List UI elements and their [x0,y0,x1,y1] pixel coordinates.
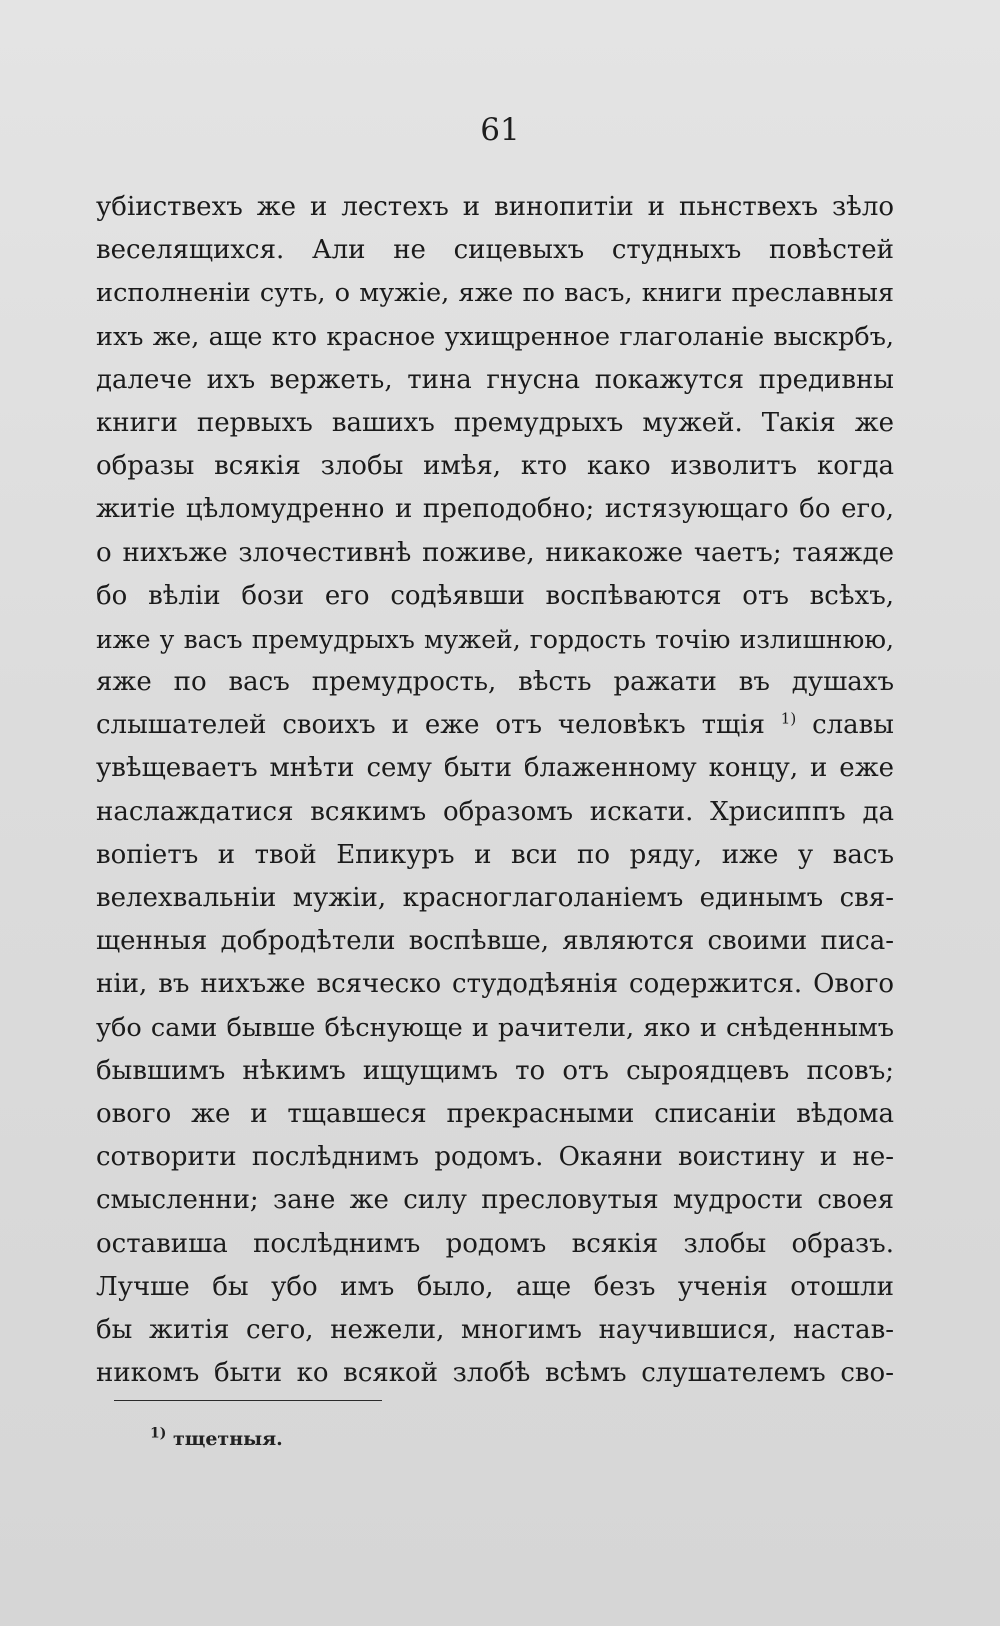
text-line: о нихъже злочестивнѣ поживе, никакоже чаетъ; таяжде [96,537,894,568]
text-line: убо сами бывше бѣснующе и рачители, яко и снѣденнымъ [96,1012,894,1043]
text-line: веселящихся. Али не сицевыхъ студныхъ повѣстей [96,235,894,266]
text-line: сотворити послѣднимъ родомъ. Окаяни воистину и не- [96,1142,894,1173]
text-line: овогo же и тщавшеся прекрасными списаніи вѣдома [96,1098,894,1129]
text-line: щенныя добродѣтели воспѣвше, являются своими писа- [96,926,894,957]
text-line: далече ихъ вержеть, тина гнусна покажутся предивны [96,364,894,395]
text-line: бо вѣліи бози его содѣявши воспѣваются отъ всѣхъ, [96,580,894,611]
text-line: вопіетъ и твой Епикуръ и вси по ряду, иже у васъ [96,839,894,870]
text-line: ихъ же, аще кто красное ухищренное глаголаніе выскрбъ, [96,321,894,352]
text-line: исполненіи суть, о мужіе, яже по васъ, книги преславныя [96,278,894,309]
text-line: Лучше бы убо имъ было, аще безъ ученія отошли [96,1271,894,1302]
text-line: иже у васъ премудрыхъ мужей, гордость точію излишнюю, [96,624,894,654]
text-line: наслаждатися всякимъ образомъ искати. Хрисиппъ да [96,796,894,827]
text-line: убіиствехъ же и лестехъ и винопитіи и пьнствехъ зѣло [96,192,894,222]
line-head: слышателей своихъ и еже отъ человѣкъ тщія [96,710,765,741]
footnote-mark: 1) [150,1425,167,1442]
footnote-text: тщетныя. [173,1428,283,1450]
line-tail: славы [812,710,894,741]
text-line: образы всякія злобы имѣя, кто како изволитъ когда [96,451,894,482]
page-number: 61 [480,112,520,148]
text-line: бывшимъ нѣкимъ ищущимъ то отъ сыроядцевъ псовъ; [96,1055,894,1086]
text-line: книги первыхъ вашихъ премудрыхъ мужей. Такія же [96,407,894,438]
body-text [96,186,894,1395]
footnote-reference: 1) [780,709,797,728]
text-line: смысленни; зане же силу пресловутыя мудрости своея [96,1185,894,1216]
text-line: велехвальніи мужіи, красноглаголаніемъ единымъ свя- [96,883,894,913]
text-line-with-footnote-ref [96,704,894,747]
text-line: яже по васъ премудрость, вѣсть ражати въ душахъ [96,667,894,698]
text-line: никомъ быти ко всякой злобѣ всѣмъ слушателемъ сво- [96,1358,894,1389]
text-line: увѣщеваетъ мнѣти сему быти блаженному концу, и еже [96,753,894,784]
text-line: ніи, въ нихъже всяческо студодѣянія содержится. Ового [96,969,894,1000]
text-line: оставиша послѣднимъ родомъ всякія злобы образъ. [96,1228,894,1259]
footnote [150,1425,283,1450]
text-line: житіе цѣломудренно и преподобно; истязующаго бо его, [96,494,894,525]
text-line: бы житія сего, нежели, многимъ научившися, настав- [96,1314,894,1345]
footnote-divider [114,1400,382,1401]
